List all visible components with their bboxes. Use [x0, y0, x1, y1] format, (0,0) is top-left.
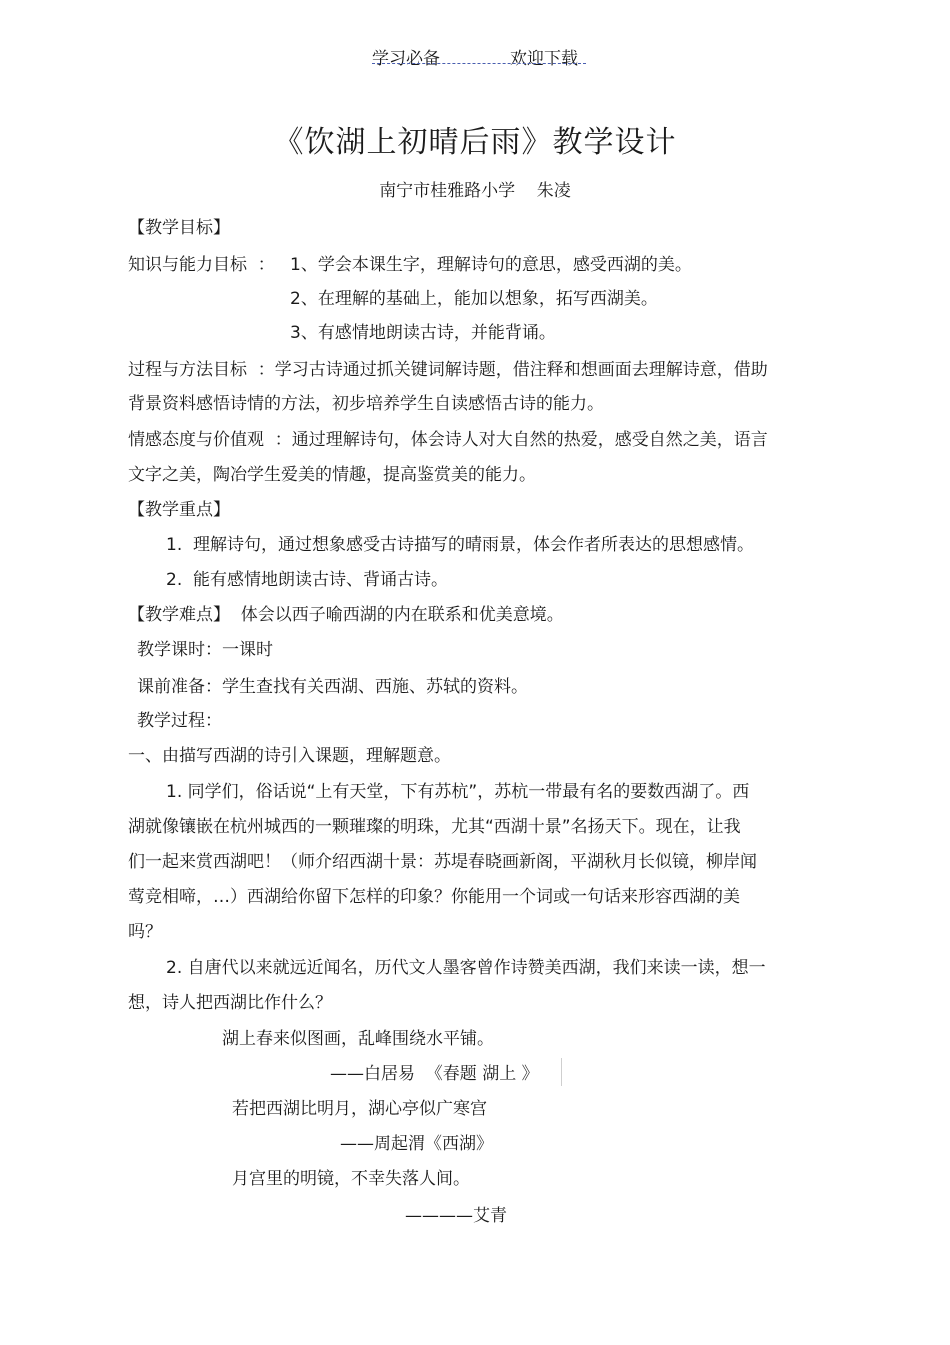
para2-line-2: 想，诗人把西湖比作什么？: [128, 993, 332, 1013]
process-goal-line-2: 背景资料感悟诗情的方法，初步培养学生自读感悟古诗的能力。: [128, 394, 604, 414]
para1-line-3: 们一起来赏西湖吧！（师介绍西湖十景：苏堤春晓画新阁，平湖秋月长似镜，柳岸闻: [128, 852, 757, 872]
para1-line-5: 吗？: [128, 922, 162, 942]
preparation: 课前准备：学生查找有关西湖、西施、苏轼的资料。: [137, 677, 528, 697]
poem-1-source: ——白居易 《春题 湖上 》: [330, 1064, 539, 1084]
header-left: 学习必备: [372, 49, 440, 69]
knowledge-item-1: 1、学会本课生字，理解诗句的意思，感受西湖的美。: [290, 255, 692, 275]
knowledge-label: 知识与能力目标 ：: [128, 255, 275, 275]
section1-heading: 一、由描写西湖的诗引入课题，理解题意。: [128, 746, 451, 766]
process-heading: 教学过程：: [137, 711, 222, 731]
header-divider: [372, 63, 586, 64]
para1-line-2: 湖就像镶嵌在杭州城西的一颗璀璨的明珠，尤其“西湖十景”名扬天下。现在，让我: [128, 817, 741, 837]
para1-line-4: 莺竞相啼，…）西湖给你留下怎样的印象？你能用一个词或一句话来形容西湖的美: [128, 887, 740, 907]
page-title: 《饮湖上初晴后雨》教学设计: [273, 125, 677, 160]
knowledge-item-2: 2、在理解的基础上，能加以想象，拓写西湖美。: [290, 289, 658, 309]
key-point-1: 1. 理解诗句，通过想象感受古诗描写的晴雨景，体会作者所表达的思想感情。: [166, 535, 755, 555]
para2-line-1: 2. 自唐代以来就远近闻名，历代文人墨客曾作诗赞美西湖，我们来读一读，想一: [166, 958, 766, 978]
goals-heading: 【教学目标】: [128, 218, 230, 238]
author-line: 南宁市桂雅路小学 朱凌: [379, 181, 571, 201]
poem-2-line: 若把西湖比明月，湖心亭似广寒宫: [232, 1099, 487, 1119]
emotion-goal-line-2: 文字之美，陶冶学生爱美的情趣，提高鉴赏美的能力。: [128, 465, 536, 485]
poem-3-line: 月宫里的明镜，不幸失落人间。: [232, 1169, 470, 1189]
process-goal-line-1: 过程与方法目标 ：学习古诗通过抓关键词解诗题，借注释和想画面去理解诗意，借助: [128, 360, 768, 380]
key-points-heading: 【教学重点】: [128, 500, 230, 520]
header-right: 欢迎下载: [510, 49, 578, 69]
para1-line-1: 1. 同学们，俗话说“上有天堂，下有苏杭”，苏杭一带最有名的要数西湖了。西: [166, 782, 750, 802]
difficulty-line: 【教学难点】 体会以西子喻西湖的内在联系和优美意境。: [128, 605, 564, 625]
poem-2-source: ——周起渭《西湖》: [340, 1134, 493, 1154]
poem-3-source: ————艾青: [405, 1206, 507, 1226]
scan-artifact-line: [561, 1058, 562, 1086]
key-point-2: 2. 能有感情地朗读古诗、背诵古诗。: [166, 570, 449, 590]
poem-1-line: 湖上春来似图画，乱峰围绕水平铺。: [222, 1029, 494, 1049]
class-time: 教学课时：一课时: [137, 640, 273, 660]
knowledge-item-3: 3、有感情地朗读古诗，并能背诵。: [290, 323, 556, 343]
emotion-goal-line-1: 情感态度与价值观 ：通过理解诗句，体会诗人对大自然的热爱，感受自然之美，语言: [128, 430, 768, 450]
